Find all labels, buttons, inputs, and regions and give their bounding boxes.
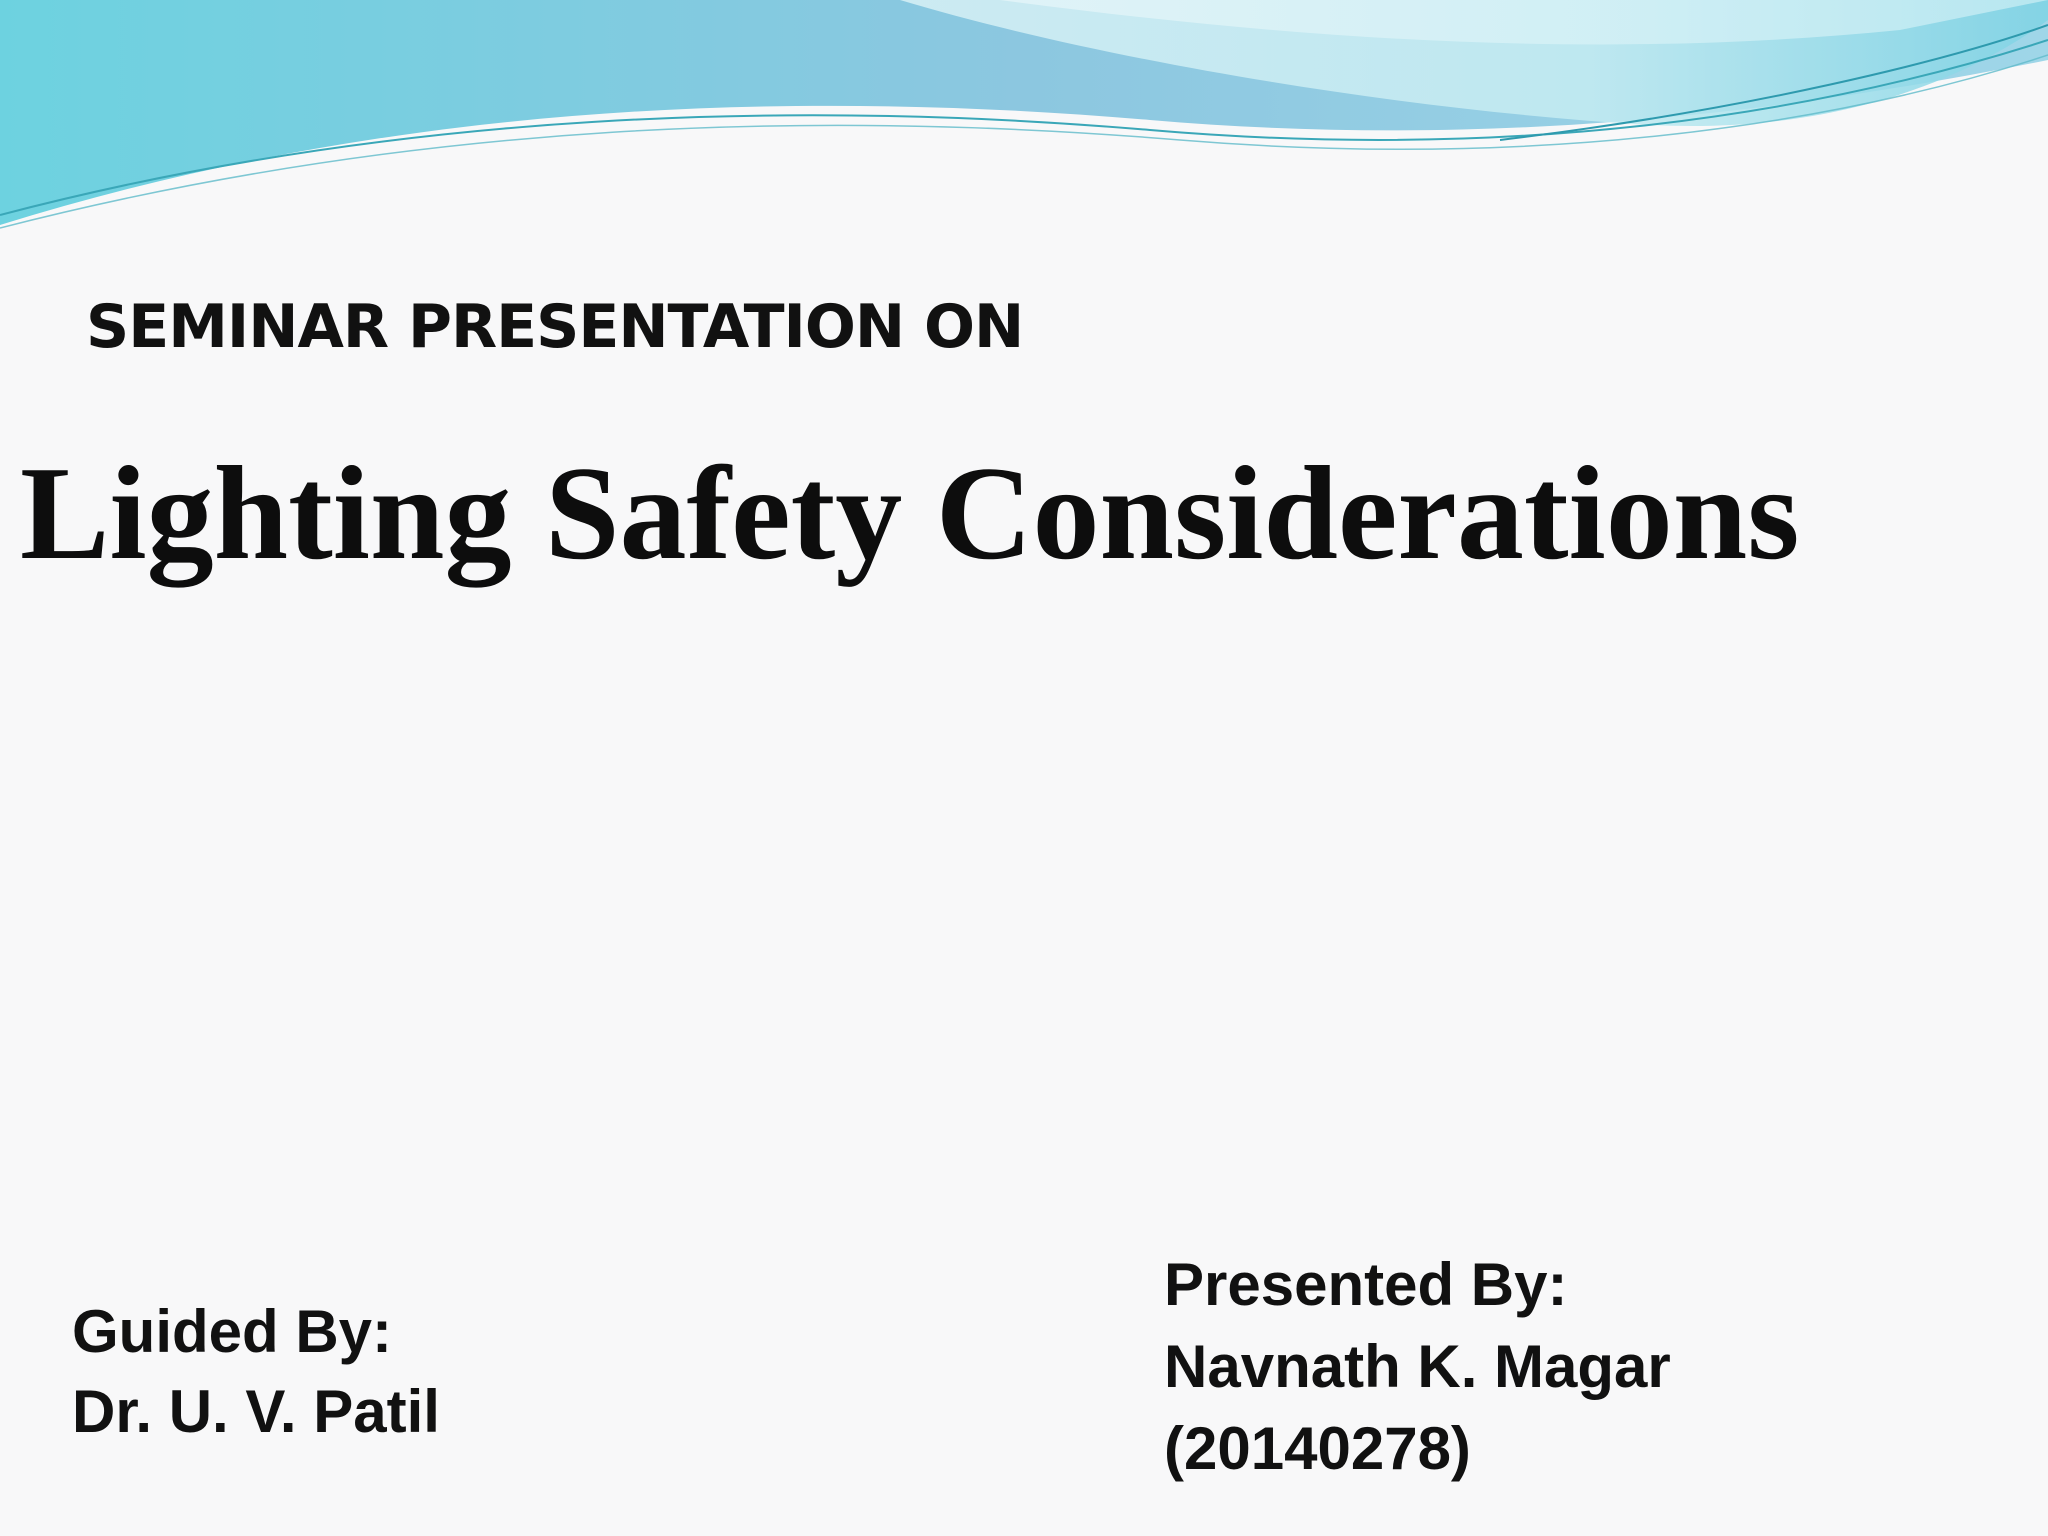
guided-by-label: Guided By:	[72, 1298, 393, 1365]
guided-by-block	[72, 1292, 440, 1452]
guide-name: Dr. U. V. Patil	[72, 1378, 440, 1445]
presented-by-label: Presented By:	[1164, 1251, 1568, 1318]
presenter-id: (20140278)	[1164, 1415, 1471, 1482]
presented-by-block	[1164, 1244, 1671, 1490]
presenter-name: Navnath K. Magar	[1164, 1333, 1671, 1400]
header-wave-decoration	[0, 0, 2048, 240]
slide-subtitle: SEMINAR PRESENTATION ON	[86, 292, 1024, 362]
slide-title: Lighting Safety Considerations	[20, 439, 1800, 587]
